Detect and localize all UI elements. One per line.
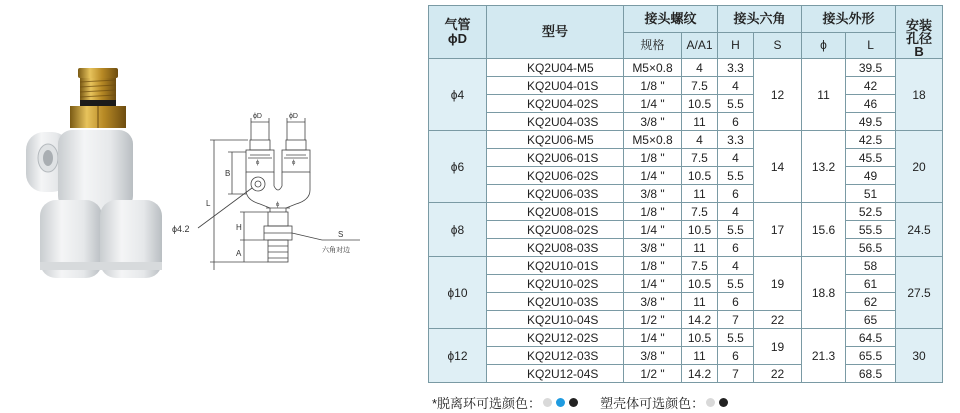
cell-h: 4 — [718, 203, 754, 221]
cell-spec: 1/4 " — [624, 167, 682, 185]
cell-model: KQ2U12-02S — [487, 329, 624, 347]
cell-b: 27.5 — [896, 257, 943, 329]
cell-model: KQ2U10-02S — [487, 275, 624, 293]
cell-l: 52.5 — [846, 203, 896, 221]
ring-color-label: *脱离环可选颜色： — [432, 396, 542, 411]
cell-pipe-d: ϕ8 — [429, 203, 487, 257]
cell-a: 7.5 — [682, 257, 718, 275]
cell-l: 62 — [846, 293, 896, 311]
cell-l: 49 — [846, 167, 896, 185]
drawing-label-phid-1: ϕD — [253, 113, 262, 120]
cell-l: 56.5 — [846, 239, 896, 257]
cell-h: 6 — [718, 185, 754, 203]
cell-h: 7 — [718, 311, 754, 329]
cell-spec: 1/4 " — [624, 95, 682, 113]
cell-a: 14.2 — [682, 365, 718, 383]
cell-model: KQ2U06-02S — [487, 167, 624, 185]
body-color-swatches — [704, 395, 730, 410]
header-model: 型号 — [487, 6, 624, 59]
cell-s: 12 — [754, 59, 802, 131]
cell-l: 64.5 — [846, 329, 896, 347]
cell-a: 7.5 — [682, 149, 718, 167]
cell-b: 30 — [896, 329, 943, 383]
cell-h: 6 — [718, 113, 754, 131]
cell-s: 17 — [754, 203, 802, 257]
cell-s: 19 — [754, 257, 802, 311]
cell-h: 5.5 — [718, 221, 754, 239]
cell-a: 11 — [682, 293, 718, 311]
cell-h: 5.5 — [718, 275, 754, 293]
cell-s: 14 — [754, 131, 802, 203]
cell-l: 42.5 — [846, 131, 896, 149]
table-row — [429, 257, 943, 275]
cell-a: 10.5 — [682, 221, 718, 239]
cell-l: 55.5 — [846, 221, 896, 239]
cell-spec: 1/8 " — [624, 77, 682, 95]
cell-l: 46 — [846, 95, 896, 113]
cell-spec: 1/2 " — [624, 365, 682, 383]
cell-l: 49.5 — [846, 113, 896, 131]
cell-pipe-d: ϕ10 — [429, 257, 487, 329]
cell-b: 18 — [896, 59, 943, 131]
cell-b: 24.5 — [896, 203, 943, 257]
table-row — [429, 347, 943, 365]
cell-a: 4 — [682, 59, 718, 77]
header-spec: 规格 — [624, 32, 682, 59]
table-row — [429, 185, 943, 203]
cell-a: 7.5 — [682, 77, 718, 95]
ring-color-swatches — [541, 395, 580, 410]
cell-h: 4 — [718, 149, 754, 167]
table-row — [429, 329, 943, 347]
table-row — [429, 95, 943, 113]
header-hex: 接头六角 — [718, 6, 802, 33]
cell-a: 7.5 — [682, 203, 718, 221]
cell-l: 61 — [846, 275, 896, 293]
drawing-label-l: L — [206, 199, 211, 208]
cell-l: 65 — [846, 311, 896, 329]
cell-spec: M5×0.8 — [624, 59, 682, 77]
color-options — [432, 393, 730, 412]
cell-a: 10.5 — [682, 95, 718, 113]
cell-spec: 1/8 " — [624, 257, 682, 275]
header-a: A/A1 — [682, 32, 718, 59]
cell-model: KQ2U08-03S — [487, 239, 624, 257]
cell-spec: 3/8 " — [624, 293, 682, 311]
cell-spec: 3/8 " — [624, 347, 682, 365]
cell-l: 45.5 — [846, 149, 896, 167]
cell-l: 39.5 — [846, 59, 896, 77]
ring-color-swatch — [569, 398, 578, 407]
cell-spec: 1/8 " — [624, 149, 682, 167]
drawing-label-a: A — [236, 249, 242, 258]
drawing-label-phid-2: ϕD — [289, 113, 298, 120]
table-row — [429, 77, 943, 95]
drawing-label-phi-small: ϕ — [256, 160, 260, 166]
cell-h: 5.5 — [718, 329, 754, 347]
drawing-label-b: B — [225, 169, 231, 178]
cell-model: KQ2U10-01S — [487, 257, 624, 275]
cell-h: 3.3 — [718, 131, 754, 149]
cell-spec: 1/4 " — [624, 221, 682, 239]
cell-model: KQ2U12-03S — [487, 347, 624, 365]
cell-pipe-d: ϕ4 — [429, 59, 487, 131]
cell-l: 42 — [846, 77, 896, 95]
drawing-label-h: H — [236, 223, 242, 232]
header-h: H — [718, 32, 754, 59]
cell-spec: 3/8 " — [624, 185, 682, 203]
table-row — [429, 239, 943, 257]
dimension-drawing — [170, 100, 370, 290]
cell-h: 4 — [718, 77, 754, 95]
cell-s: 22 — [754, 365, 802, 383]
cell-model: KQ2U10-04S — [487, 311, 624, 329]
cell-a: 11 — [682, 239, 718, 257]
cell-model: KQ2U04-03S — [487, 113, 624, 131]
cell-l: 51 — [846, 185, 896, 203]
cell-s: 22 — [754, 311, 802, 329]
cell-s: 19 — [754, 329, 802, 365]
table-row — [429, 59, 943, 77]
body-color-swatch — [706, 398, 715, 407]
cell-spec: 1/2 " — [624, 311, 682, 329]
cell-h: 5.5 — [718, 167, 754, 185]
table-row — [429, 113, 943, 131]
cell-h: 5.5 — [718, 95, 754, 113]
cell-phi: 15.6 — [802, 203, 846, 257]
ring-color-swatch — [543, 398, 552, 407]
drawing-label-hole: ϕ4.2 — [172, 224, 190, 234]
table-row — [429, 203, 943, 221]
cell-a: 11 — [682, 185, 718, 203]
body-color-swatch — [719, 398, 728, 407]
table-row — [429, 365, 943, 383]
cell-phi: 13.2 — [802, 131, 846, 203]
cell-model: KQ2U08-01S — [487, 203, 624, 221]
cell-model: KQ2U10-03S — [487, 293, 624, 311]
header-l: L — [846, 32, 896, 59]
cell-model: KQ2U04-01S — [487, 77, 624, 95]
header-thread: 接头螺纹 — [624, 6, 718, 33]
header-phi: ϕ — [802, 32, 846, 59]
table-row — [429, 293, 943, 311]
cell-pipe-d: ϕ12 — [429, 329, 487, 383]
product-photo — [18, 50, 183, 290]
cell-a: 10.5 — [682, 167, 718, 185]
cell-a: 10.5 — [682, 329, 718, 347]
cell-phi: 11 — [802, 59, 846, 131]
drawing-label-hex: 六角对边 — [322, 247, 350, 254]
spec-table — [428, 5, 943, 383]
cell-spec: 1/4 " — [624, 329, 682, 347]
cell-h: 6 — [718, 347, 754, 365]
cell-l: 65.5 — [846, 347, 896, 365]
cell-a: 11 — [682, 347, 718, 365]
header-s: S — [754, 32, 802, 59]
table-row — [429, 149, 943, 167]
ring-color-swatch — [556, 398, 565, 407]
cell-spec: 3/8 " — [624, 239, 682, 257]
header-pipe: 气管 ϕD — [429, 6, 487, 59]
cell-phi: 18.8 — [802, 257, 846, 329]
cell-spec: M5×0.8 — [624, 131, 682, 149]
header-mount: 安装 孔径 B — [896, 6, 943, 59]
drawing-label-phi-mid: ϕ — [292, 160, 296, 166]
table-row — [429, 311, 943, 329]
table-row — [429, 167, 943, 185]
cell-phi: 21.3 — [802, 329, 846, 383]
cell-h: 7 — [718, 365, 754, 383]
cell-model: KQ2U06-M5 — [487, 131, 624, 149]
cell-spec: 1/8 " — [624, 203, 682, 221]
cell-spec: 1/4 " — [624, 275, 682, 293]
table-row — [429, 131, 943, 149]
table-row — [429, 275, 943, 293]
cell-model: KQ2U06-03S — [487, 185, 624, 203]
cell-model: KQ2U08-02S — [487, 221, 624, 239]
cell-h: 6 — [718, 239, 754, 257]
header-shape: 接头外形 — [802, 6, 896, 33]
cell-a: 11 — [682, 113, 718, 131]
spec-table-body — [429, 59, 943, 383]
body-color-label: 塑壳体可选颜色： — [600, 396, 705, 411]
cell-model: KQ2U04-M5 — [487, 59, 624, 77]
cell-pipe-d: ϕ6 — [429, 131, 487, 203]
cell-spec: 3/8 " — [624, 113, 682, 131]
cell-l: 58 — [846, 257, 896, 275]
cell-a: 4 — [682, 131, 718, 149]
cell-l: 68.5 — [846, 365, 896, 383]
cell-model: KQ2U04-02S — [487, 95, 624, 113]
cell-b: 20 — [896, 131, 943, 203]
drawing-label-s: S — [338, 230, 344, 239]
cell-model: KQ2U06-01S — [487, 149, 624, 167]
table-row — [429, 221, 943, 239]
drawing-label-phi-top: ϕ — [276, 202, 280, 208]
cell-a: 10.5 — [682, 275, 718, 293]
cell-h: 6 — [718, 293, 754, 311]
cell-h: 3.3 — [718, 59, 754, 77]
cell-h: 4 — [718, 257, 754, 275]
cell-model: KQ2U12-04S — [487, 365, 624, 383]
cell-a: 14.2 — [682, 311, 718, 329]
